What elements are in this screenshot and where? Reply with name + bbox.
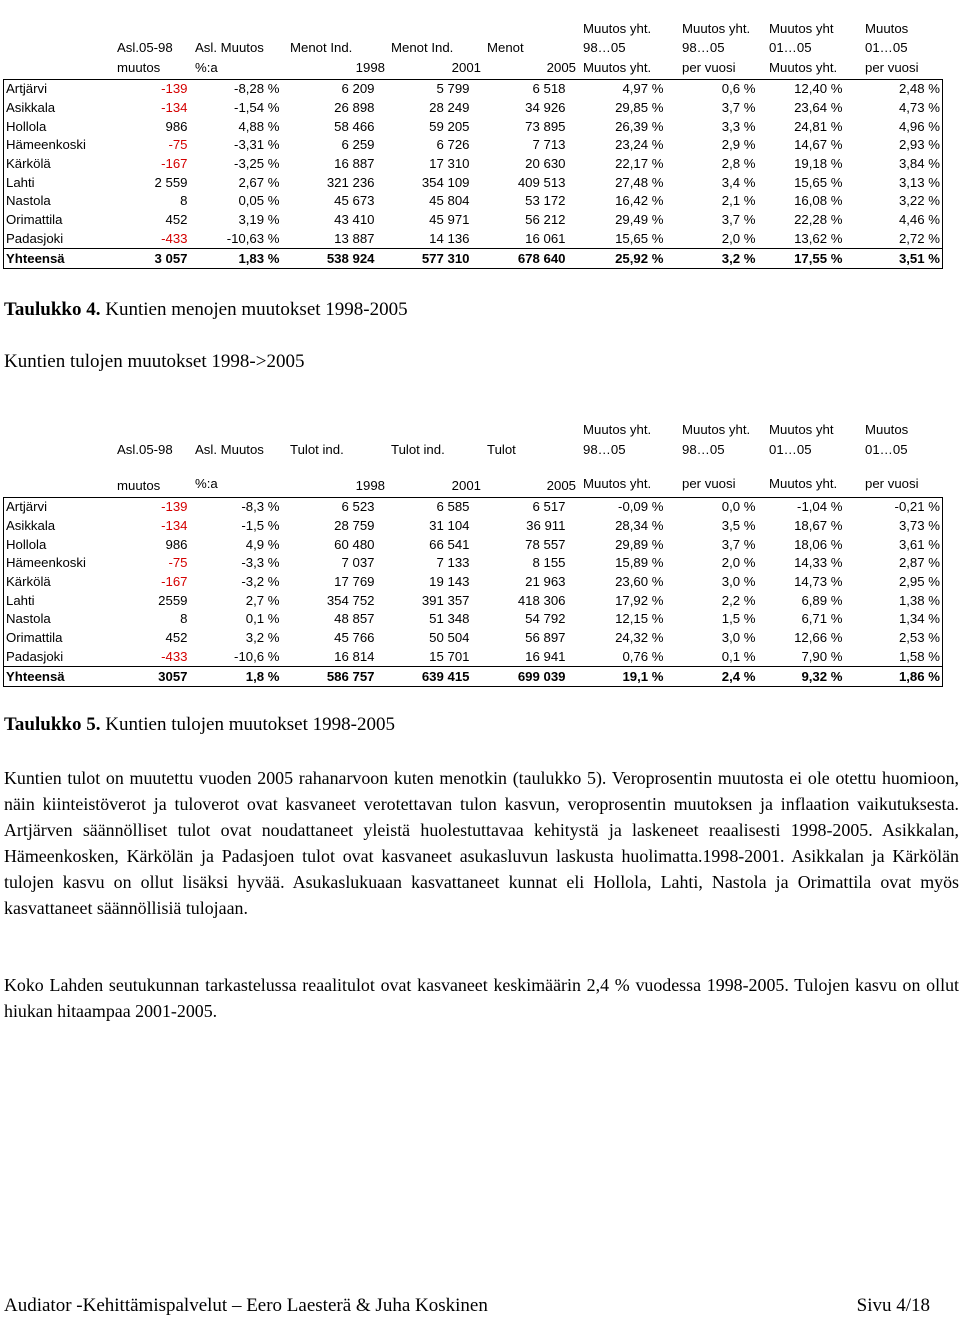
table-cell: -75	[168, 137, 188, 153]
table-cell: 3,13 %	[845, 173, 943, 192]
table-row	[4, 591, 943, 610]
table-cell: -134	[161, 100, 188, 116]
table-cell: 17,92 %	[615, 592, 664, 608]
table-total-row	[4, 249, 943, 269]
table-cell: 678 640	[472, 249, 568, 269]
header-cell: 2005	[546, 478, 576, 493]
table-cell: -3,2 %	[241, 574, 280, 590]
table-cell: 4,46 %	[845, 211, 943, 230]
table-cell: -10,6 %	[234, 648, 280, 664]
table-row	[4, 192, 943, 211]
table-cell: 56 212	[525, 212, 566, 228]
header-cell: Tulot ind.	[391, 442, 445, 457]
table-cell: 354 109	[421, 174, 470, 190]
municipality-name: Orimattila	[4, 629, 112, 648]
municipality-name: Hollola	[4, 117, 112, 136]
table-cell: -433	[161, 230, 188, 246]
table-cell: 54 792	[525, 611, 566, 627]
table-cell: 17 310	[429, 156, 470, 172]
table-cell: 18,67 %	[794, 518, 843, 534]
table-cell: 0,76 %	[622, 648, 664, 664]
caption-text: Kuntien menojen muutokset 1998-2005	[100, 299, 408, 320]
table-cell: 45 971	[429, 212, 470, 228]
table-cell: 3,5 %	[721, 518, 756, 534]
table-cell: 6 585	[377, 498, 472, 517]
municipality-name: Nastola	[4, 192, 112, 211]
table-cell: 34 926	[525, 100, 566, 116]
table-cell: 321 236	[326, 174, 375, 190]
table-cell: 16 941	[525, 648, 566, 664]
table-cell: 2,93 %	[845, 136, 943, 155]
table-cell: 6,89 %	[801, 592, 843, 608]
table-cell: -3,31 %	[234, 137, 280, 153]
table-cell: 5 799	[377, 80, 472, 99]
table-cell: 22,28 %	[794, 212, 843, 228]
table-cell: 3,84 %	[845, 155, 943, 174]
table-cell: 28 759	[334, 518, 375, 534]
header-cell: %:a	[195, 60, 218, 75]
header-cell: %:a	[195, 476, 218, 491]
municipality-name: Padasjoki	[4, 230, 112, 249]
table-cell: -134	[161, 518, 188, 534]
table-cell: 3,22 %	[845, 192, 943, 211]
table-cell: 418 306	[517, 592, 566, 608]
table-caption	[4, 299, 408, 321]
table-cell: 0,05 %	[238, 193, 280, 209]
table-cell: 1,83 %	[190, 249, 282, 269]
table-cell: 45 766	[334, 630, 375, 646]
header-cell: 2005	[546, 60, 576, 75]
table-cell: 1,34 %	[845, 610, 943, 629]
table-cell: 4,88 %	[238, 118, 280, 134]
table-cell: 2,72 %	[845, 230, 943, 249]
table-cell: 8	[180, 611, 188, 627]
table-cell: 699 039	[472, 667, 568, 687]
table-cell: 354 752	[326, 592, 375, 608]
header-cell: per vuosi	[865, 60, 919, 75]
table-cell: 27,48 %	[615, 174, 664, 190]
header-cell: Muutos yht.	[682, 21, 751, 36]
header-cell: Asl.05-98	[117, 442, 173, 457]
table-cell: 3,3 %	[721, 118, 756, 134]
municipality-name: Kärkölä	[4, 155, 112, 174]
table-cell: 1,86 %	[845, 667, 943, 687]
table-cell: 1,38 %	[845, 591, 943, 610]
header-cell: 01…05	[769, 40, 812, 55]
table-cell: 12,15 %	[615, 611, 664, 627]
table-row	[4, 498, 943, 517]
municipality-name: Asikkala	[4, 517, 112, 536]
table-menot	[3, 15, 942, 269]
table-cell: 43 410	[334, 212, 375, 228]
table-cell: 2,95 %	[845, 573, 943, 592]
municipality-name: Artjärvi	[4, 498, 112, 517]
table-cell: -0,21 %	[845, 498, 943, 517]
table-cell: 452	[165, 212, 188, 228]
table-cell: 0,1 %	[721, 648, 756, 664]
header-cell: Menot	[487, 40, 524, 55]
table-cell: 3,73 %	[845, 517, 943, 536]
table-cell: 2,1 %	[721, 193, 756, 209]
table-cell: 60 480	[334, 536, 375, 552]
table-cell: 3,7 %	[721, 100, 756, 116]
header-cell: Asl. Muutos	[195, 442, 264, 457]
header-cell: per vuosi	[865, 476, 919, 491]
table-cell: -10,63 %	[226, 230, 280, 246]
table-cell: 2,0 %	[721, 230, 756, 246]
header-cell: Muutos yht.	[583, 422, 652, 437]
caption-text: Kuntien tulojen muutokset 1998-2005	[100, 714, 395, 735]
table-cell: 28 249	[429, 100, 470, 116]
table-cell: 4,97 %	[568, 80, 666, 99]
table-cell: 9,32 %	[758, 667, 845, 687]
table-cell: 3057	[112, 667, 190, 687]
header-cell: Muutos yht.	[682, 422, 751, 437]
table-caption	[4, 714, 395, 736]
header-cell: Menot Ind.	[391, 40, 454, 55]
header-cell: Muutos yht.	[583, 60, 652, 75]
table-cell: 16,42 %	[615, 193, 664, 209]
header-cell: Muutos	[865, 422, 909, 437]
table-cell: 16,08 %	[794, 193, 843, 209]
header-cell: 01…05	[865, 40, 908, 55]
table-cell: 26,39 %	[615, 118, 664, 134]
header-cell: 98…05	[682, 442, 725, 457]
header-cell: Muutos yht.	[769, 60, 838, 75]
table-header	[3, 415, 942, 497]
table-cell: 409 513	[517, 174, 566, 190]
table-cell: 51 348	[429, 611, 470, 627]
header-cell: 98…05	[583, 40, 626, 55]
page-footer	[4, 1294, 930, 1318]
table-cell: 15,65 %	[794, 174, 843, 190]
table-cell: 53 172	[525, 193, 566, 209]
table-cell: 23,60 %	[615, 574, 664, 590]
table-cell: -433	[161, 648, 188, 664]
municipality-name: Lahti	[4, 173, 112, 192]
municipality-name: Orimattila	[4, 211, 112, 230]
table-cell: 1,5 %	[721, 611, 756, 627]
table-cell: 3,61 %	[845, 535, 943, 554]
header-cell: 01…05	[769, 442, 812, 457]
table-body	[3, 497, 943, 687]
header-cell: 01…05	[865, 442, 908, 457]
table-tulot	[3, 415, 942, 687]
table-row	[4, 136, 943, 155]
table-cell: 24,81 %	[794, 118, 843, 134]
table-cell: 3,7 %	[721, 536, 756, 552]
header-cell: Muutos yht.	[583, 476, 652, 491]
table-cell: 23,64 %	[794, 100, 843, 116]
table-cell: 14,33 %	[794, 555, 843, 571]
table-cell: 14,67 %	[794, 137, 843, 153]
table-row	[4, 648, 943, 667]
municipality-name: Hollola	[4, 535, 112, 554]
table-cell: -8,28 %	[190, 80, 282, 99]
table-cell: 7 037	[341, 555, 375, 571]
table-cell: 66 541	[429, 536, 470, 552]
table-cell: 25,92 %	[568, 249, 666, 269]
table-row	[4, 155, 943, 174]
table-cell: -3,3 %	[241, 555, 280, 571]
table-cell: 73 895	[525, 118, 566, 134]
table-cell: 29,49 %	[615, 212, 664, 228]
table-cell: 6 517	[472, 498, 568, 517]
table-cell: 26 898	[334, 100, 375, 116]
table-cell: 12,40 %	[758, 80, 845, 99]
table-body	[3, 79, 943, 269]
table-cell: 3,19 %	[238, 212, 280, 228]
table-cell: 2,7 %	[245, 592, 280, 608]
table-row	[4, 610, 943, 629]
table-cell: 22,17 %	[615, 156, 664, 172]
table-row	[4, 80, 943, 99]
table-cell: 3,51 %	[845, 249, 943, 269]
table-cell: -167	[161, 574, 188, 590]
table-header	[3, 15, 942, 79]
table-cell: -1,04 %	[758, 498, 845, 517]
table-cell: 18,06 %	[794, 536, 843, 552]
table-cell: 1,8 %	[190, 667, 282, 687]
caption-label: Taulukko 4.	[4, 299, 101, 320]
table-row	[4, 573, 943, 592]
table-cell: 28,34 %	[615, 518, 664, 534]
table-cell: 3,4 %	[721, 174, 756, 190]
table-cell: 23,24 %	[615, 137, 664, 153]
table-cell: 2,87 %	[845, 554, 943, 573]
municipality-name: Padasjoki	[4, 648, 112, 667]
table-row	[4, 554, 943, 573]
table-cell: 29,89 %	[615, 536, 664, 552]
table-cell: 56 897	[525, 630, 566, 646]
table-cell: 16 061	[525, 230, 566, 246]
body-paragraph: Kuntien tulot on muutettu vuoden 2005 rahanarvoon kuten menotkin (taulukko 5). Veroprosentin muutosta ei ole otettu huomioon, näin kiinteistöverot ja tuloverot ovat kasvaneet verotettavan tulon kasvun, veroprosentin muutoksen ja inflaation vaikutuksesta. Artjärven säännölliset tulot ovat noudattaneet yleistä huolestuttavaa kehitystä ja laskeneet reaalisesti 1998-2005. Asikkalan, Hämeenkosken, Kärkölän ja Padasjoen tulot ovat kasvaneet asukasluvun laskusta huolimatta.1998-2001. Asikkalan ja Kärkölän tulojen kasvu on ollut lisäksi hyvää. Asukaslukuaan kasvattaneet kunnat eli Hollola, Lahti, Nastola ja Orimattila ovat myös kasvattaneet säännöllisiä tulojaan.	[4, 768, 959, 918]
municipality-name: Lahti	[4, 591, 112, 610]
table-cell: 986	[165, 118, 188, 134]
table-cell: -0,09 %	[568, 498, 666, 517]
table-cell: 12,66 %	[794, 630, 843, 646]
table-cell: 45 804	[429, 193, 470, 209]
table-cell: -3,25 %	[234, 156, 280, 172]
table-cell: 3,2 %	[666, 249, 758, 269]
header-cell: per vuosi	[682, 476, 736, 491]
table-cell: 31 104	[429, 518, 470, 534]
table-cell: 2,8 %	[721, 156, 756, 172]
header-cell: Tulot	[487, 442, 516, 457]
body-paragraph: Koko Lahden seutukunnan tarkastelussa reaalitulot ovat kasvaneet keskimäärin 2,4 % vuodessa 1998-2005. Tulojen kasvu on ollut hiukan hitaampaa 2001-2005.	[4, 975, 959, 1021]
table-cell: 20 630	[525, 156, 566, 172]
municipality-name: Hämeenkoski	[4, 554, 112, 573]
table-cell: 2559	[158, 592, 188, 608]
table-row	[4, 230, 943, 249]
table-cell: 17 769	[334, 574, 375, 590]
table-cell: -167	[161, 156, 188, 172]
header-cell: 1998	[355, 478, 385, 493]
table-cell: 6 518	[472, 80, 568, 99]
table-cell: -1,5 %	[241, 518, 280, 534]
page-number: Sivu 4/18	[856, 1295, 930, 1316]
table-cell: 586 757	[282, 667, 377, 687]
table-cell: 13,62 %	[794, 230, 843, 246]
table-cell: 58 466	[334, 118, 375, 134]
header-cell: Asl.05-98	[117, 40, 173, 55]
section-title: Kuntien tulojen muutokset 1998->2005	[4, 351, 305, 372]
table-cell: 24,32 %	[615, 630, 664, 646]
municipality-name: Yhteensä	[4, 249, 112, 269]
table-cell: 36 911	[526, 518, 566, 534]
table-cell: 3,2 %	[245, 630, 280, 646]
table-cell: 6 259	[341, 137, 375, 153]
header-cell: Muutos yht	[769, 422, 834, 437]
table-cell: 2,53 %	[845, 629, 943, 648]
table-cell: 6 209	[282, 80, 377, 99]
table-total-row	[4, 667, 943, 687]
table-cell: 15,65 %	[615, 230, 664, 246]
table-cell: 19,18 %	[794, 156, 843, 172]
table-cell: 7 133	[436, 555, 470, 571]
header-cell: 2001	[451, 60, 481, 75]
table-row	[4, 517, 943, 536]
header-cell: 2001	[451, 478, 481, 493]
table-cell: 986	[165, 536, 188, 552]
table-cell: 15 701	[429, 648, 470, 664]
table-cell: 14 136	[429, 230, 470, 246]
table-row	[4, 117, 943, 136]
header-cell: 1998	[355, 60, 385, 75]
header-cell: Muutos yht.	[769, 476, 838, 491]
municipality-name: Kärkölä	[4, 573, 112, 592]
table-cell: 2 559	[154, 174, 188, 190]
table-cell: 50 504	[429, 630, 470, 646]
table-cell: 7,90 %	[801, 648, 843, 664]
footer-authors: Audiator -Kehittämispalvelut – Eero Laesterä & Juha Koskinen	[4, 1295, 488, 1316]
table-cell: 15,89 %	[615, 555, 664, 571]
header-cell: 98…05	[682, 40, 725, 55]
table-cell: 19,1 %	[568, 667, 666, 687]
header-cell: Asl. Muutos	[195, 40, 264, 55]
table-cell: 4,96 %	[845, 117, 943, 136]
header-cell: Tulot ind.	[290, 442, 344, 457]
table-cell: 2,4 %	[666, 667, 758, 687]
table-row	[4, 173, 943, 192]
table-cell: 0,6 %	[666, 80, 758, 99]
header-cell: Muutos	[865, 21, 909, 36]
table-cell: 639 415	[377, 667, 472, 687]
table-cell: 14,73 %	[794, 574, 843, 590]
table-cell: 3,7 %	[721, 212, 756, 228]
table-cell: 78 557	[525, 536, 566, 552]
table-cell: 1,58 %	[845, 648, 943, 667]
header-cell: Muutos yht	[769, 21, 834, 36]
table-cell: 48 857	[334, 611, 375, 627]
table-cell: 16 814	[334, 648, 375, 664]
table-cell: 0,1 %	[245, 611, 280, 627]
table-cell: 538 924	[282, 249, 377, 269]
table-cell: 3,0 %	[721, 630, 756, 646]
municipality-name: Nastola	[4, 610, 112, 629]
table-row	[4, 535, 943, 554]
caption-label: Taulukko 5.	[4, 714, 101, 735]
header-cell: per vuosi	[682, 60, 736, 75]
table-cell: 3,0 %	[721, 574, 756, 590]
table-cell: 6 726	[436, 137, 470, 153]
table-cell: 2,0 %	[721, 555, 756, 571]
table-cell: 0,0 %	[666, 498, 758, 517]
table-cell: 19 143	[429, 574, 470, 590]
table-cell: 45 673	[334, 193, 375, 209]
table-cell: 2,9 %	[721, 137, 756, 153]
table-cell: 4,73 %	[845, 99, 943, 118]
table-cell: 59 205	[429, 118, 470, 134]
table-cell: -75	[168, 555, 188, 571]
municipality-name: Artjärvi	[4, 80, 112, 99]
table-row	[4, 211, 943, 230]
municipality-name: Asikkala	[4, 99, 112, 118]
header-cell: muutos	[117, 60, 161, 75]
table-cell: 13 887	[334, 230, 375, 246]
table-cell: 21 963	[525, 574, 566, 590]
table-cell: -1,54 %	[234, 100, 280, 116]
table-cell: 17,55 %	[758, 249, 845, 269]
header-cell: Menot Ind.	[290, 40, 353, 55]
table-cell: 6 523	[282, 498, 377, 517]
municipality-name: Yhteensä	[4, 667, 112, 687]
municipality-name: Hämeenkoski	[4, 136, 112, 155]
table-cell: 2,48 %	[845, 80, 943, 99]
table-cell: 2,2 %	[721, 592, 756, 608]
table-cell: 8	[180, 193, 188, 209]
header-cell: Muutos yht.	[583, 21, 652, 36]
table-cell: 16 887	[334, 156, 375, 172]
table-cell: -8,3 %	[190, 498, 282, 517]
header-cell: 98…05	[583, 442, 626, 457]
table-cell: 6,71 %	[801, 611, 843, 627]
header-cell: muutos	[117, 478, 161, 493]
table-cell: 7 713	[532, 137, 566, 153]
table-cell: 2,67 %	[238, 174, 280, 190]
table-cell: 29,85 %	[615, 100, 664, 116]
table-cell: 577 310	[377, 249, 472, 269]
table-cell: 452	[165, 630, 188, 646]
table-cell: -139	[112, 498, 190, 517]
table-cell: 3 057	[112, 249, 190, 269]
table-cell: 4,9 %	[245, 536, 280, 552]
table-cell: 8 155	[532, 555, 566, 571]
table-cell: 391 357	[421, 592, 470, 608]
table-row	[4, 99, 943, 118]
table-cell: -139	[112, 80, 190, 99]
table-row	[4, 629, 943, 648]
